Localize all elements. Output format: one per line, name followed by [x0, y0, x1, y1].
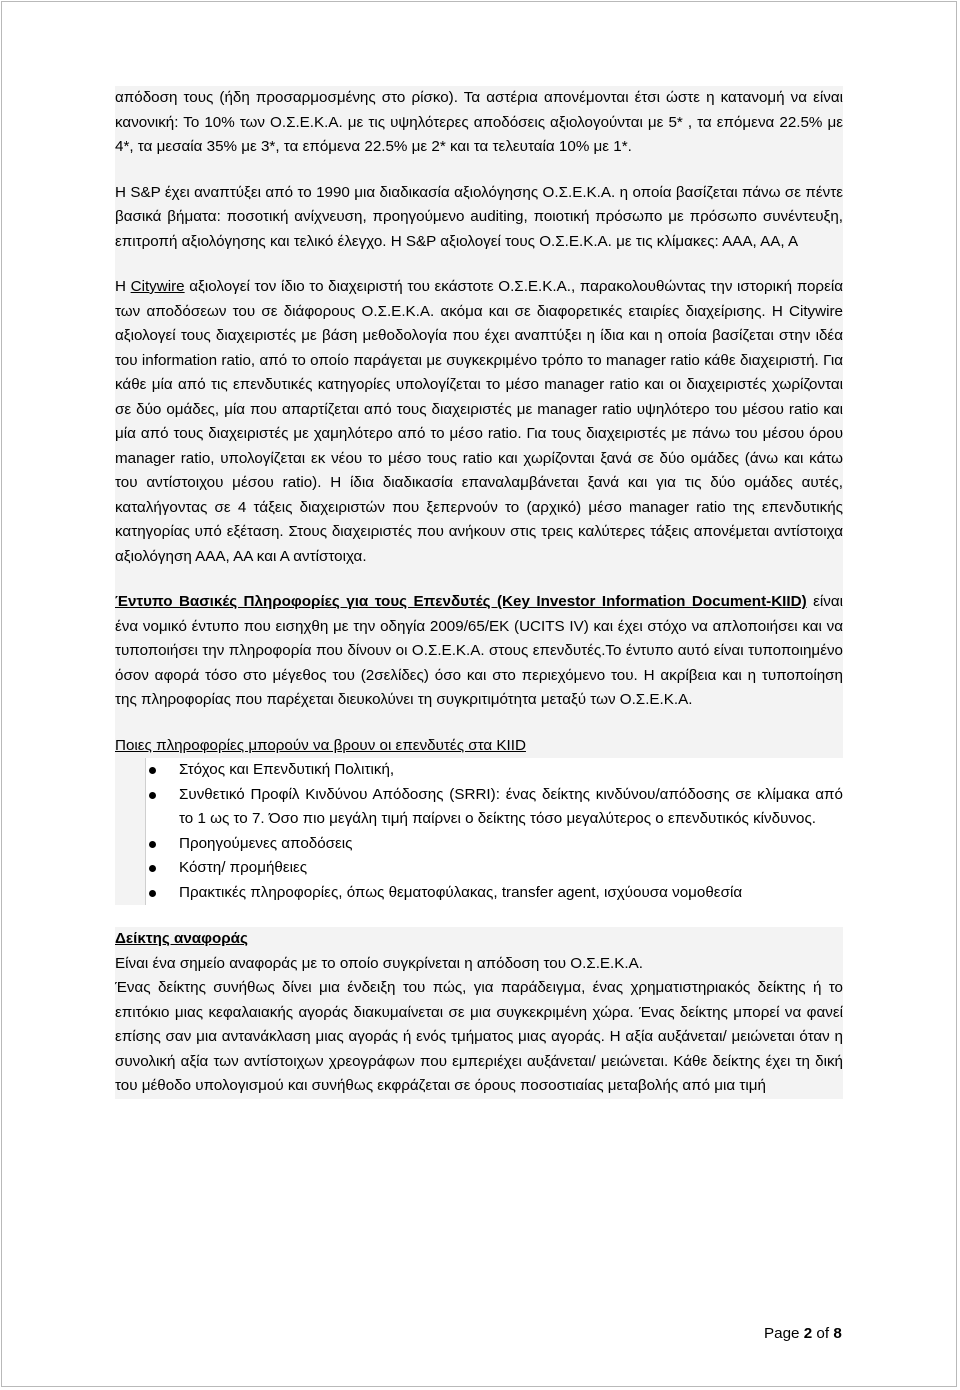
index-heading — [115, 927, 843, 952]
page-total: 8 — [833, 1325, 842, 1342]
document-body — [115, 86, 843, 1099]
kiid-list-heading — [115, 734, 843, 759]
list-item — [179, 832, 843, 857]
list-item — [179, 783, 843, 832]
paragraph-kiid — [115, 590, 843, 713]
page-footer — [764, 1324, 842, 1344]
index-heading-text: Δείκτης αναφοράς — [115, 930, 248, 947]
list-item — [179, 758, 843, 783]
spacer — [115, 160, 843, 181]
paragraph-sp-ratings: Η S&P έχει αναπτύξει από το 1990 μια διαδικασία αξιολόγησης Ο.Σ.Ε.Κ.Α. η οποία βασίζεται πάνω σε πέντε βασικά βήματα: ποσοτική ανίχνευση, προηγούμενο auditing, ποιοτική πρόσωπο με πρόσωπο συνέντευξη, επιτροπή αξιολόγησης και τελικό έλεγχο. Η S&P αξιολογεί τους Ο.Σ.Ε.Κ.Α. με τις κλίμακες: ΑΑΑ, ΑΑ, Α — [115, 181, 843, 255]
kiid-heading: Έντυπο Βασικές Πληροφορίες για τους Επενδυτές (Key Investor Information Document-KIID) — [115, 593, 807, 610]
paragraph-ratings-stars: απόδοση τους (ήδη προσαρμοσμένης στο ρίσκο). Τα αστέρια απονέμονται έτσι ώστε η κατανομή να είναι κανονική: Το 10% των Ο.Σ.Ε.Κ.Α. με τις υψηλότερες αποδόσεις αξιολογούνται με 5* , τα επόμενα 22.5% με 4*, τα μεσαία 35% με 3*, τα επόμενα 22.5% με 2* και τα τελευταία 10% με 1*. — [115, 86, 843, 160]
spacer — [115, 713, 843, 734]
citywire-prefix: Η — [115, 278, 131, 295]
citywire-text: αξιολογεί τον ίδιο το διαχειριστή του εκάστοτε Ο.Σ.Ε.Κ.Α., παρακολουθώντας την ιστορική πορεία των αποδόσεων του σε διάφορους Ο.Σ.Ε.Κ.Α. ακόμα και σε διαφορετικές εταιρίες διαχείρισης. Η Citywire αξιολογεί τους διαχειριστές με βάση μεθοδολογία που έχει αναπτύξει η ίδια και η οποία βασίζεται στην ιδέα του information ratio, από το οποίο παράγεται με συγκεκριμένο τρόπο το manager ratio κάθε διαχειριστή. Για κάθε μία από τις επενδυτικές κατηγορίες υπολογίζεται το μέσο manager ratio και οι διαχειριστές χωρίζονται σε δύο ομάδες, μία που απαρτίζεται από τους διαχειριστές με manager ratio υψηλότερο του μέσου ratio και μία από τους διαχειριστές με χαμηλότερο από το μέσο ratio. Για τους διαχειριστές με πάνω του μέσου όρου manager ratio, υπολογίζεται εκ νέου το μέσο τους ratio και χωρίζονται ξανά σε δύο ομάδες (άνω και κάτω του αντίστοιχου μέσου ratio). Η ίδια διαδικασία επαναλαμβάνεται ξανά και για τις δύο ομάδες αυτές, καταλήγοντας σε 4 τάξεις διαχειριστών που ξεπερνούν το (αρχικό) μέσο manager ratio της επενδυτικής κατηγορίας υπό εξέταση. Στους διαχειριστές που ανήκουν στις τρεις καλύτερες τάξεις απονέμεται αντίστοιχα αξιολόγηση ΑΑΑ, ΑΑ και Α αντίστοιχα. — [115, 278, 843, 565]
page-current: 2 — [803, 1325, 813, 1342]
list-item-text: Στόχος και Επενδυτική Πολιτική, — [179, 761, 395, 778]
list-item-text: Συνθετικό Προφίλ Κινδύνου Απόδοσης (SRRI): ένας δείκτης κινδύνου/απόδοσης σε κλίμακα από το 1 ως το 7. Όσο πιο μεγάλη τιμή παίρνει ο δείκτης τόσο μεγαλύτερος ο επενδυτικός κίνδυνος. — [179, 785, 843, 827]
list-item — [179, 881, 843, 906]
bullet-icon — [149, 792, 156, 799]
bullet-icon — [149, 865, 156, 872]
spacer — [115, 905, 843, 927]
index-definition: Είναι ένα σημείο αναφοράς με το οποίο συγκρίνεται η απόδοση του Ο.Σ.Ε.Κ.Α. — [115, 952, 843, 977]
list-item-text: Πρακτικές πληροφορίες, όπως θεματοφύλακας, transfer agent, ισχύουσα νομοθεσία — [179, 883, 743, 901]
kiid-list — [115, 758, 843, 905]
spacer — [115, 569, 843, 590]
citywire-link[interactable]: Citywire — [130, 278, 185, 295]
bullet-icon — [149, 890, 156, 897]
list-item — [179, 856, 843, 881]
bullet-icon — [149, 841, 156, 848]
kiid-list-heading-text: Ποιες πληροφορίες μπορούν να βρουν οι επενδυτές στα KIID — [115, 736, 526, 754]
list-item-text: Προηγούμενες αποδόσεις — [179, 834, 353, 852]
bullet-icon — [149, 767, 156, 774]
of-word: of — [816, 1325, 830, 1342]
kiid-body: είναι ένα νομικό έντυπο που εισηχθη με την οδηγία 2009/65/ΕΚ (UCITS IV) και έχει στόχο να απλοποιήσει και να τυποποιήσει την πληροφορία που δίνουν οι Ο.Σ.Ε.Κ.Α. στους επενδυτές.Το έντυπο αυτό είναι τυποποιημένο όσον αφορά τόσο στο μέγεθος του (2σελίδες) όσο και στο περιεχόμενο του. Η ακρίβεια και η τυποποίηση της πληροφορίας που παρέχεται διευκολύνει τη συγκριτιμότητα μεταξύ των Ο.Σ.Ε.Κ.Α. — [115, 593, 843, 708]
page-word: Page — [764, 1325, 800, 1342]
list-item-text: Κόστη/ προμήθειες — [179, 859, 308, 876]
spacer — [115, 254, 843, 275]
index-body: Ένας δείκτης συνήθως δίνει μια ένδειξη του πώς, για παράδειγμα, ένας χρηματιστηριακός δείκτης ή το επιτόκιο μιας κεφαλαιακής αγοράς διακυμαίνεται σε μια συγκεκριμένη χώρα. Ένας δείκτης μπορεί να φανεί επίσης σαν μια αντανάκλαση μιας αγοράς ή ενός τμήματος μιας αγοράς. Η αξία αυξάνεται/ μειώνεται όταν η συνολική αξία των αντίστοιχων χρεογράφων που εμπεριέχει αυξάνεται/ μειώνεται. Κάθε δείκτης έχει τη δική του μέθοδο υπολογισμού και συνήθως εκφράζεται σε όρους ποσοστιαίας μεταβολής από μια τιμή — [115, 976, 843, 1099]
kiid-list-block — [115, 758, 843, 905]
paragraph-citywire — [115, 275, 843, 569]
